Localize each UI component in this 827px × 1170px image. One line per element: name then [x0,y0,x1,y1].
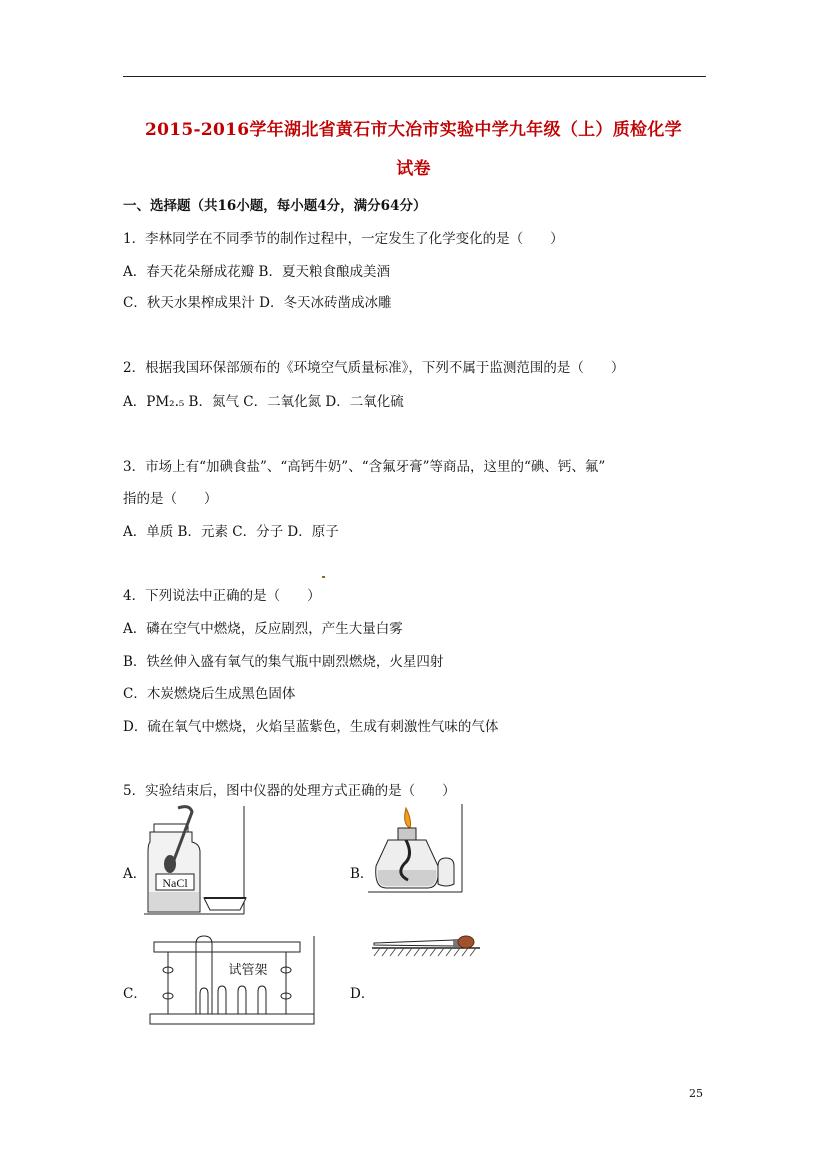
question-4-option-b: B．铁丝伸入盛有氧气的集气瓶中剧烈燃烧，火星四射 [123,654,444,670]
section-heading: 一、选择题（共16小题，每小题4分，满分64分） [123,198,427,214]
question-3-options: A．单质 B．元素 C．分子 D．原子 [123,524,339,540]
nacl-label: NaCl [162,876,188,890]
question-1-options-cd: C．秋天水果榨成果汁 D．冬天冰砖凿成冰雕 [123,295,392,311]
stray-mark [322,576,325,578]
question-2-options: A．PM₂.₅ B．氮气 C．二氧化氮 D．二氧化硫 [123,394,404,410]
question-1-stem: 1．李林同学在不同季节的制作过程中，一定发生了化学变化的是（ ） [123,231,564,247]
exam-title-line1: 2015-2016学年湖北省黄石市大冶市实验中学九年级（上）质检化学 [145,120,682,140]
question-5-label-c: C． [123,986,147,1002]
question-4-option-c: C．木炭燃烧后生成黑色固体 [123,686,296,702]
figure-d-dropper-icon [370,932,482,958]
page-number: 25 [689,1087,703,1100]
question-5-label-b: B． [350,866,374,882]
question-1-options-ab: A．春天花朵掰成花瓣 B．夏天粮食酿成美酒 [123,264,390,280]
figure-b-alcohol-lamp-icon [368,804,466,896]
figure-c-test-tube-rack-icon [146,934,316,1026]
question-5-label-a: A． [123,866,147,882]
exam-title-line2: 试卷 [396,159,431,179]
question-5-label-d: D． [350,986,375,1002]
question-3-stem: 3．市场上有“加碘食盐”、“高钙牛奶”、“含氟牙膏”等商品，这里的“碘、钙、氟” [123,459,606,475]
header-rule [123,76,706,77]
question-3-stem-cont: 指的是（ ） [123,491,218,507]
question-2-stem: 2．根据我国环保部颁布的《环境空气质量标准》，下列不属于监测范围的是（ ） [123,360,625,376]
rack-label: 试管架 [228,963,268,978]
question-4-option-d: D．硫在氧气中燃烧，火焰呈蓝紫色，生成有刺激性气味的气体 [123,719,499,735]
question-4-stem: 4．下列说法中正确的是（ ） [123,588,321,604]
question-4-option-a: A．磷在空气中燃烧，反应剧烈，产生大量白雾 [123,621,403,637]
figure-a-reagent-bottle-icon [140,804,250,916]
question-5-stem: 5．实验结束后，图中仪器的处理方式正确的是（ ） [123,783,456,799]
